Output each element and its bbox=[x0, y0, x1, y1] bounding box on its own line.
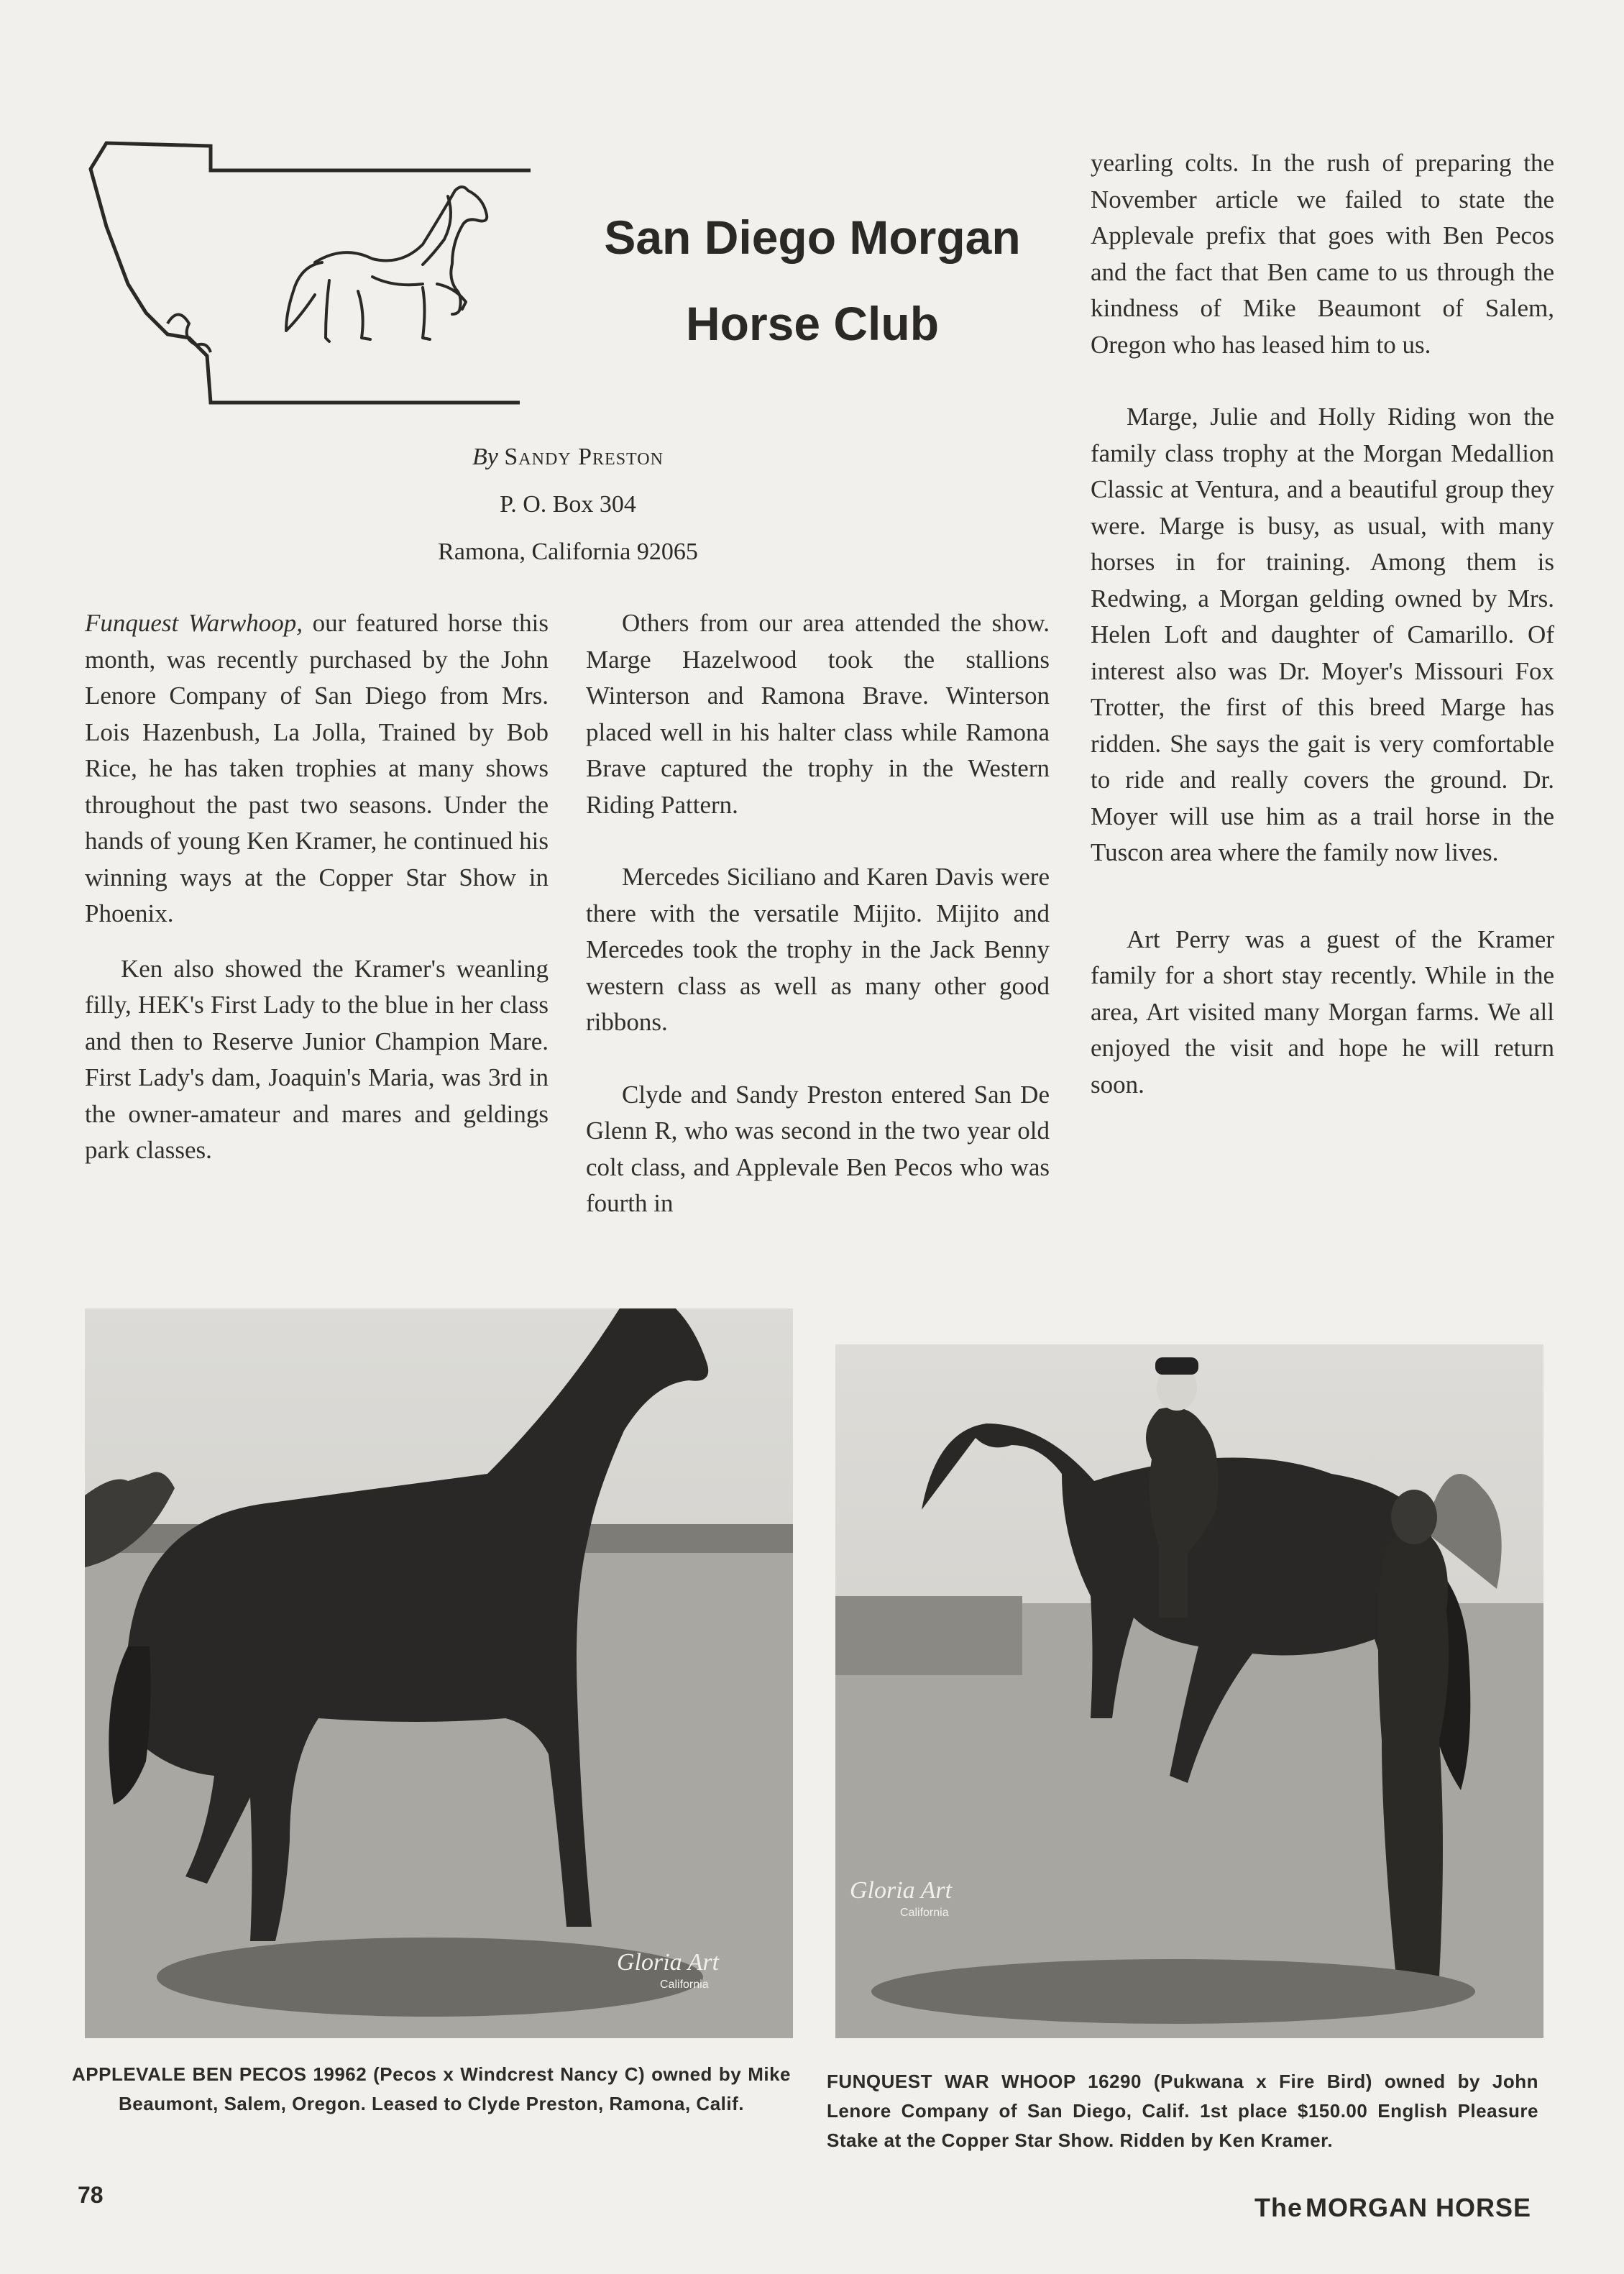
paragraph: Mercedes Siciliano and Karen Davis were there with the versatile Mijito. Mijito and Mercedes took the trophy in the Jack Benny western class as well as many other good ribbons. bbox=[586, 863, 1050, 1036]
article-column-1 bbox=[85, 605, 549, 1205]
article-column-2 bbox=[586, 605, 1050, 1258]
photo-applevale-ben-pecos bbox=[85, 1308, 793, 2038]
photo-watermark: Gloria Art bbox=[617, 1949, 720, 1976]
byline-block bbox=[316, 439, 820, 571]
page-number: 78 bbox=[78, 2182, 104, 2208]
magazine-name-footer bbox=[1254, 2193, 1531, 2223]
title-line-1: San Diego Morgan bbox=[604, 211, 1021, 264]
photo-watermark-sub: California bbox=[660, 1979, 709, 1991]
paragraph: yearling colts. In the rush of preparing the November article we failed to state the Applevale prefix that goes with Ben Pecos and the fact that Ben came to us through the kindness of Mike Beaumont of Salem, Oregon who has leased him to us. bbox=[1091, 149, 1554, 359]
paragraph-text: our featured horse this month, was recently purchased by the John Lenore Company of San Diego from Mrs. Lois Hazenbush, La Jolla, Trained by Bob Rice, he has taken trophies at many shows throughout the past two seasons. Under the hands of young Ken Kramer, he continued his winning ways at the Copper Star Show in Phoenix. bbox=[85, 609, 549, 927]
california-horse-logo-icon bbox=[85, 140, 545, 410]
photo-funquest-war-whoop bbox=[835, 1344, 1543, 2038]
paragraph: Marge, Julie and Holly Riding won the family class trophy at the Morgan Medallion Classic at Ventura, and a beautiful group they were. Marge is busy, as usual, with many horses in for training. Among them is Redwing, a Morgan gelding owned by Mrs. Helen Loft and daughter of Camarillo. Of interest also was Dr. Moyer's Missouri Fox Trotter, the first of this breed Marge has ridden. She says the gait is very comfortable to ride and really covers the ground. Dr. Moyer will use him as a trail horse in the Tuscon area where the family now lives. bbox=[1091, 403, 1554, 866]
paragraph: Clyde and Sandy Preston entered San De Glenn R, who was second in the two year old colt class, and Applevale Ben Pecos who was fourth in bbox=[586, 1080, 1050, 1217]
title-line-2: Horse Club bbox=[685, 297, 940, 350]
photo-watermark-sub: California bbox=[900, 1907, 949, 1919]
magazine-name: MORGAN HORSE bbox=[1306, 2193, 1532, 2222]
byline-by: By bbox=[472, 444, 498, 470]
paragraph: Others from our area attended the show. Marge Hazelwood took the stallions Winterson and Ramona Brave. Winterson placed well in his halter class while Ramona Brave captured the trophy in the Western Riding Pattern. bbox=[586, 609, 1050, 819]
paragraph bbox=[85, 605, 549, 932]
article-column-3 bbox=[1091, 145, 1554, 1139]
magazine-prefix: The bbox=[1254, 2193, 1303, 2222]
byline-author: Sandy Preston bbox=[504, 444, 664, 470]
paragraph: Ken also showed the Kramer's weanling filly, HEK's First Lady to the blue in her class and then to Reserve Junior Champion Mare. First Lady's dam, Joaquin's Maria, was 3rd in the owner-amateur and mares and geldings park classes. bbox=[85, 954, 549, 1164]
author-line bbox=[316, 439, 820, 476]
byline-address-2: Ramona, California 92065 bbox=[438, 538, 698, 565]
photo-caption-left: APPLEVALE BEN PECOS 19962 (Pecos x Windcrest Nancy C) owned by Mike Beaumont, Salem, Oregon. Leased to Clyde Preston, Ramona, Calif. bbox=[72, 2063, 791, 2114]
photo-caption-right: FUNQUEST WAR WHOOP 16290 (Pukwana x Fire Bird) owned by John Lenore Company of San Diego, Calif. 1st place $150.00 English Pleasure Stake at the Copper Star Show. Ridden by Ken Kramer. bbox=[827, 2071, 1538, 2151]
byline-address-1: P. O. Box 304 bbox=[500, 491, 636, 518]
horse-rider-photo-illustration bbox=[835, 1344, 1543, 2038]
horse-photo-illustration bbox=[85, 1308, 793, 2038]
photo-watermark: Gloria Art bbox=[850, 1877, 953, 1904]
article-title bbox=[575, 194, 1050, 367]
paragraph: Art Perry was a guest of the Kramer family for a short stay recently. While in the area, Art visited many Morgan farms. We all enjoyed the visit and hope he will return soon. bbox=[1091, 925, 1554, 1099]
featured-horse-name: Funquest Warwhoop, bbox=[85, 609, 303, 637]
